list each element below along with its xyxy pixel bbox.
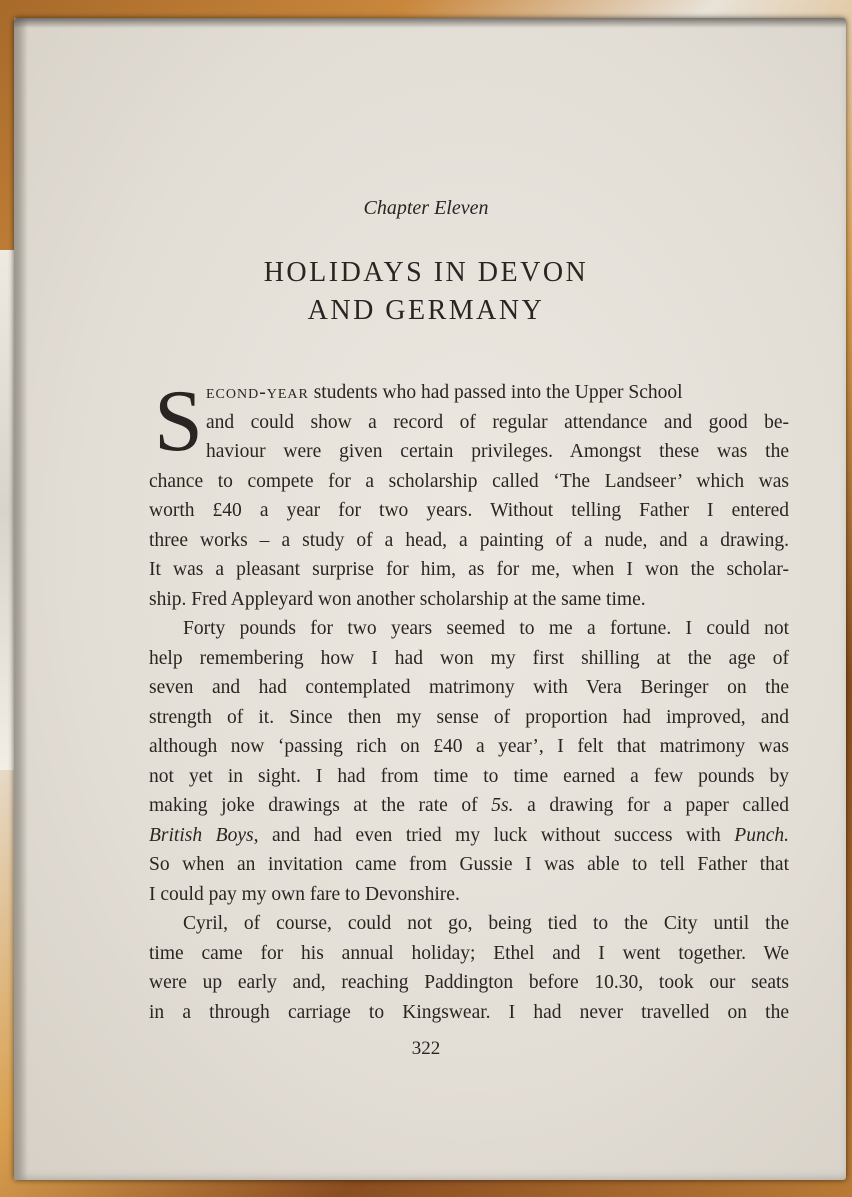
text-line: ship. Fred Appleyard won another scholarship at the same time. (149, 588, 646, 610)
text-line: worth £40 a year for two years. Without telling Father I entered (149, 500, 789, 521)
text-line: were up early and, reaching Paddington before 10.30, took our seats (149, 972, 789, 993)
page-number: 322 (411, 1038, 441, 1059)
text-line: making joke drawings at the rate of 5s. a drawing for a paper called (149, 795, 789, 816)
drop-cap: S (154, 373, 203, 470)
page-top-edge-shadow (14, 18, 846, 28)
text-line: not yet in sight. I had from time to time earned a few pounds by (149, 765, 789, 787)
opening-small-caps: econd-year (206, 382, 309, 403)
text-line: three works – a study of a head, a painting of a nude, and a drawing. (149, 529, 789, 551)
text-line: in a through carriage to Kingswear. I had never travelled on the (149, 1001, 789, 1023)
chapter-label: Chapter Eleven (363, 197, 489, 219)
text-line: So when an invitation came from Gussie I was able to tell Father that (149, 854, 789, 875)
text-line: Cyril, of course, could not go, being tied to the City until the (183, 913, 789, 934)
body-text (149, 373, 789, 1027)
page-spine-shadow (14, 18, 28, 1180)
text-line: I could pay my own fare to Devonshire. (149, 883, 460, 905)
text-line: help remembering how I had won my first shilling at the age of (149, 647, 789, 669)
text-line: time came for his annual holiday; Ethel and I went together. We (149, 942, 789, 964)
chapter-title (0, 254, 852, 330)
chapter-title-line-2: AND GERMANY (307, 295, 545, 326)
text-line: British Boys, and had even tried my luck without success with Punch. (149, 824, 789, 846)
text-line: Forty pounds for two years seemed to me a fortune. I could not (183, 618, 789, 639)
text-line: It was a pleasant surprise for him, as for me, when I won the scholar- (149, 559, 789, 580)
chapter-title-line-1: HOLIDAYS IN DEVON (263, 257, 589, 288)
text-line: haviour were given certain privileges. Amongst these was the (206, 441, 789, 462)
text-line: seven and had contemplated matrimony with Vera Beringer on the (149, 677, 789, 698)
text-line: and could show a record of regular attendance and good be- (206, 411, 789, 433)
text-line: although now ‘passing rich on £40 a year’, I felt that matrimony was (149, 736, 789, 757)
text-line: econd-year students who had passed into the Upper School (206, 382, 683, 403)
text-line: chance to compete for a scholarship called ‘The Landseer’ which was (149, 470, 789, 492)
text-line: strength of it. Since then my sense of proportion had improved, and (149, 706, 789, 728)
